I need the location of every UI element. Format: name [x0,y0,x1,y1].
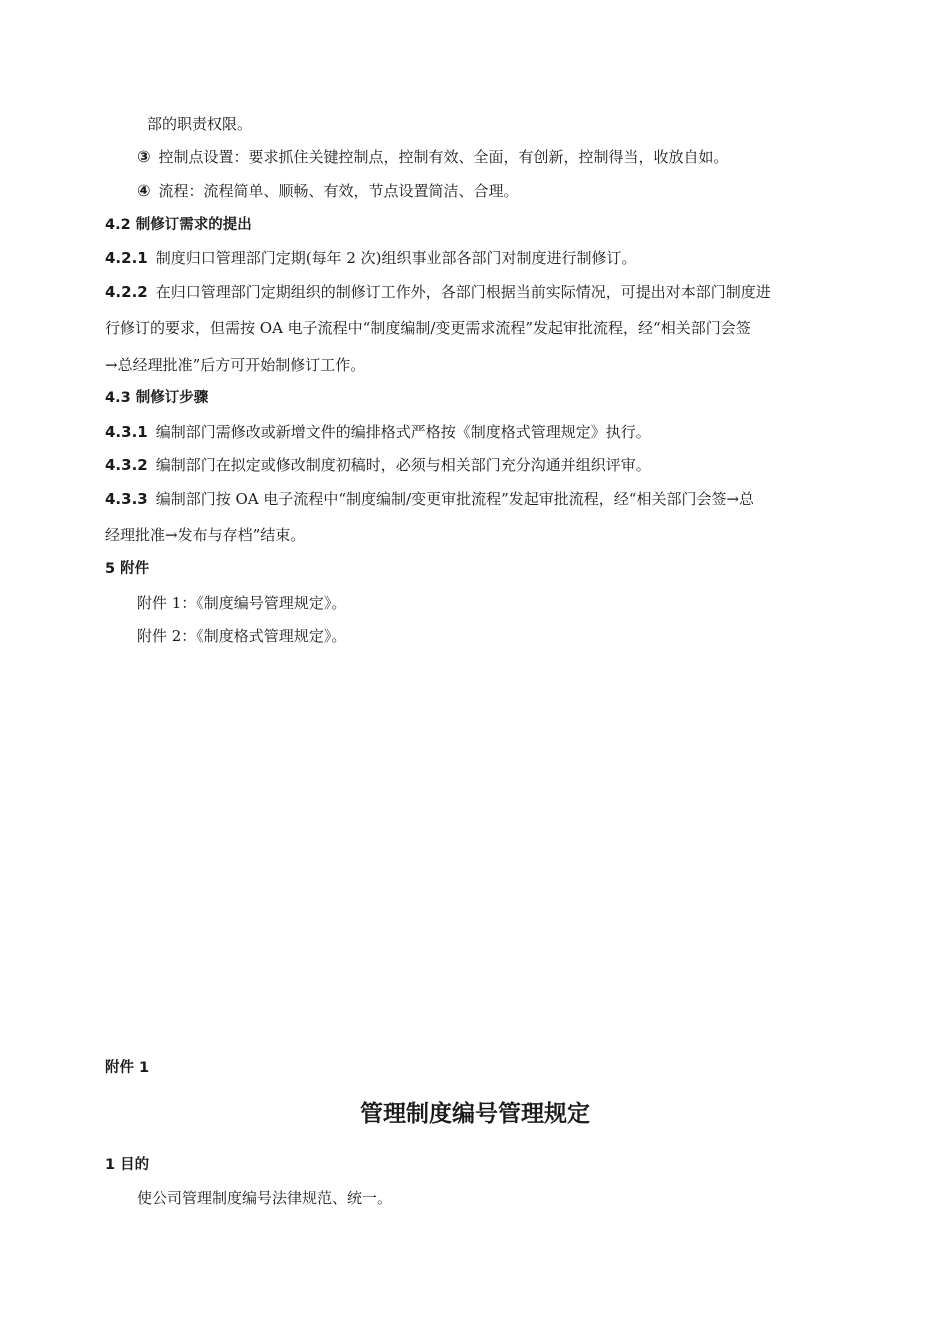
clause-4-2-2-cont: 行修订的要求，但需按 OA 电子流程中“制度编制/变更需求流程”发起审批流程，经“相关部门会签 [105,319,751,337]
section-heading-4-2: 4.2 制修订需求的提出 [105,217,252,233]
circled-number: ④ [137,181,151,200]
clause-4-3-2 [105,455,651,475]
section-heading-5: 5 附件 [105,561,150,577]
clause-4-3-3-cont: 经理批准→发布与存档”结束。 [105,526,306,544]
clause-4-3-3 [105,489,754,509]
clause-number: 4.2.1 [105,249,148,267]
clause-number: 4.3.2 [105,456,148,474]
clause-4-2-2-cont: →总经理批准”后方可开始制修订工作。 [105,356,366,374]
circled-number: ③ [137,147,151,166]
paragraph-line [147,114,252,134]
clause-text: 在归口管理部门定期组织的制修订工作外，各部门根据当前实际情况，可提出对本部门制度进 [155,283,771,301]
attachment-item-2: 附件 2：《制度格式管理规定》。 [137,627,347,645]
clause-number: 4.3.3 [105,490,148,508]
appendix-label: 附件 1 [105,1060,150,1076]
clause-number: 4.3.1 [105,423,148,441]
clause-text: 编制部门需修改或新增文件的编排格式严格按《制度格式管理规定》执行。 [155,423,651,441]
clause-4-3-1 [105,422,651,442]
clause-4-2-2 [105,282,771,302]
list-item-3 [137,147,729,167]
paragraph-line: 使公司管理制度编号法律规范、统一。 [137,1189,393,1207]
appendix-title: 管理制度编号管理规定 [360,1101,590,1127]
text: 部的职责权限。 [147,115,253,133]
section-heading-1: 1 目的 [105,1157,150,1173]
clause-4-2-1 [105,248,637,268]
list-item-text: 控制点设置：要求抓住关键控制点，控制有效、全面，有创新，控制得当，收放自如。 [158,148,729,166]
clause-text: 编制部门在拟定或修改制度初稿时，必须与相关部门充分沟通并组织评审。 [155,456,651,474]
section-heading-4-3: 4.3 制修订步骤 [105,390,209,406]
list-item-4 [137,181,519,201]
clause-text: 制度归口管理部门定期(每年 2 次)组织事业部各部门对制度进行制修订。 [155,249,637,267]
clause-text: 编制部门按 OA 电子流程中“制度编制/变更审批流程”发起审批流程，经“相关部门会签→总 [155,490,755,508]
clause-number: 4.2.2 [105,283,148,301]
list-item-text: 流程：流程简单、顺畅、有效，节点设置简洁、合理。 [158,182,519,200]
attachment-item-1: 附件 1：《制度编号管理规定》。 [137,594,347,612]
